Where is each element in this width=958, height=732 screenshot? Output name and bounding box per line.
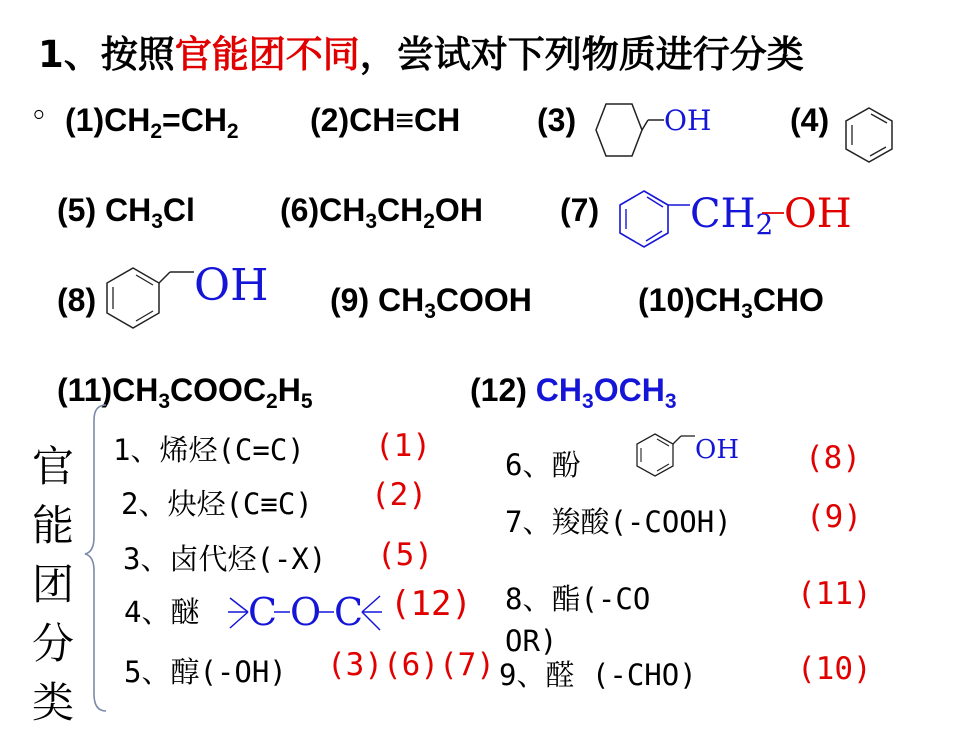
compound-3-label: (3) — [537, 102, 577, 138]
compound-9-formula: $CH_3COOH$ — [378, 282, 532, 323]
answer-alkene: (1) — [375, 428, 431, 464]
benzyl-ch2: CH2 — [690, 191, 774, 241]
answer-haloalkane: (5) — [377, 537, 433, 573]
class-ester: 8、酯(-COOR) — [505, 582, 651, 658]
ether-carbon-left: C — [248, 590, 278, 634]
phenol-oh: OH — [194, 260, 269, 311]
compound-2-formula: CH≡CH — [349, 102, 461, 138]
answer-alcohol: (3)(6)(7) — [327, 647, 495, 683]
compound-11-formula: $CH_3COOC_2H_5$ — [112, 372, 313, 413]
compound-1-formula: $CH_2=CH_2$ — [104, 102, 239, 143]
class-haloalkane: 3、卤代烃(-X) — [123, 542, 327, 576]
class-alkyne: 2、炔烃(C≡C) — [121, 487, 313, 521]
compound-1 — [65, 102, 239, 143]
compound-12-label: (12) — [470, 372, 527, 408]
benzene-structure — [838, 104, 900, 166]
phenol-small-oh: OH — [695, 435, 739, 465]
left-brace — [82, 402, 112, 714]
ether-linkage — [222, 582, 392, 644]
compound-11-label: (11) — [57, 372, 113, 408]
class-alcohol: 5、醇(-OH) — [124, 655, 287, 689]
compound-12-formula: $CH_3OCH_3$ — [535, 372, 677, 413]
benzyl-oh: OH — [784, 191, 852, 237]
class-aldehyde: 9、醛 (-CHO) — [499, 658, 697, 692]
answer-ester: (11) — [797, 576, 872, 612]
phenol-small-structure — [633, 428, 743, 484]
answer-alkyne: (2) — [371, 477, 427, 513]
class-ether: 4、醚 — [124, 595, 200, 629]
phenol-structure — [100, 258, 270, 348]
answer-phenol: (8) — [805, 440, 861, 476]
benzyl-alcohol-structure — [612, 185, 862, 260]
answer-carboxylic-acid: (9) — [806, 499, 862, 535]
compound-12 — [470, 372, 677, 413]
class-alkene: 1、烯烃(C=C) — [113, 433, 305, 467]
class-carboxylic-acid: 7、羧酸(-COOH) — [505, 505, 732, 539]
compound-6-label: (6) — [280, 192, 320, 228]
compound-9-label: (9) — [330, 282, 370, 318]
compound-9 — [330, 282, 532, 323]
title-highlight: 官能团不同 — [174, 33, 360, 76]
compound-2 — [310, 102, 460, 139]
compound-8-label: (8) — [57, 282, 97, 318]
compound-4-label: (4) — [790, 102, 830, 138]
compound-2-label: (2) — [310, 102, 350, 138]
question-title — [38, 24, 804, 78]
title-suffix: ，尝试对下列物质进行分类 — [359, 33, 804, 76]
compound-10 — [638, 282, 824, 323]
title-end-mark: 。 — [33, 86, 66, 124]
compound-10-label: (10) — [638, 282, 695, 318]
ether-carbon-right: C — [334, 590, 364, 634]
compound-6 — [280, 192, 483, 233]
compound-6-formula: $CH_3CH_2OH$ — [319, 192, 483, 233]
classification-heading: 官能团分类 — [31, 442, 74, 727]
ether-oxygen: O — [290, 590, 322, 634]
compound-5-formula: $CH_3Cl$ — [105, 192, 195, 233]
compound-10-formula: $CH_3CHO$ — [694, 282, 824, 323]
answer-ether: (12) — [390, 584, 472, 624]
compound-1-label: (1) — [65, 102, 105, 138]
title-prefix: 1、按照 — [38, 33, 175, 76]
answer-aldehyde: (10) — [797, 651, 872, 687]
compound-5-label: (5) — [57, 192, 97, 228]
class-phenol: 6、酚 — [505, 448, 581, 482]
cyclohexanol-structure — [578, 92, 718, 172]
compound-7-label: (7) — [560, 192, 600, 228]
compound-5 — [57, 192, 195, 233]
cyclohexanol-oh: OH — [664, 104, 712, 137]
